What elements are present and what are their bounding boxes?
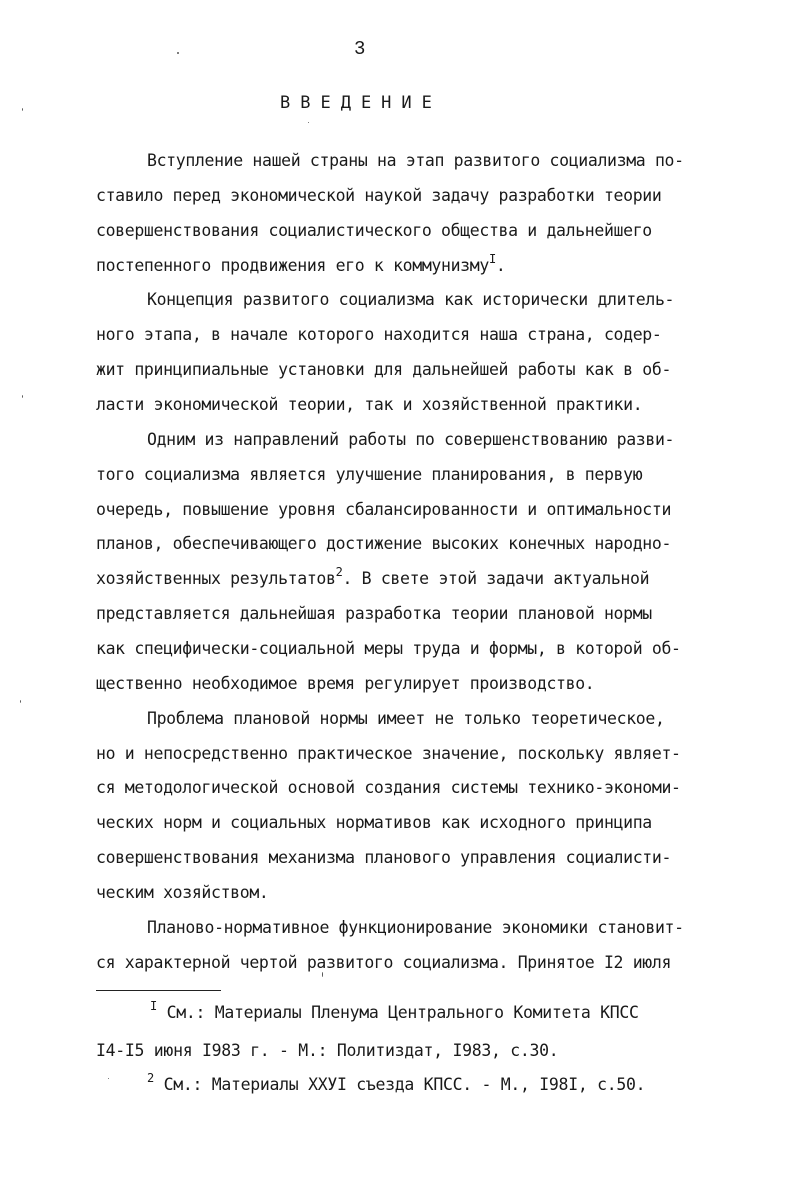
body-line (147, 918, 684, 938)
body-line-text: щественно необходимое время регулирует производство. (96, 673, 595, 693)
body-line (147, 709, 665, 729)
body-line (96, 744, 681, 764)
scan-speck (322, 972, 323, 977)
footnote-1-mark: I (150, 999, 157, 1013)
footnote-1 (150, 999, 639, 1023)
footnote-divider (96, 990, 221, 991)
body-line (96, 325, 661, 345)
body-line (96, 778, 681, 798)
footnote-reference: 2 (335, 565, 343, 580)
body-line (96, 221, 652, 241)
footnote-2 (147, 1071, 646, 1095)
scan-speck (108, 1078, 109, 1079)
body-line-text: Планово-нормативное функционирование экономики становит- (147, 917, 684, 937)
body-line-text: Одним из направлений работы по совершенствованию разви- (147, 429, 675, 449)
footnote-1-text-cont: I4-I5 июня I983 г. - М.: Политиздат, I983, с.30. (96, 1041, 559, 1060)
scan-speck (177, 52, 179, 54)
body-line (96, 674, 594, 694)
footnote-2-mark: 2 (147, 1071, 154, 1085)
body-line-text: совершенствования механизма планового управления социалисти- (96, 848, 672, 867)
body-line-text: ся характерной чертой развитого социализма. Принятое I2 июля (96, 952, 672, 972)
body-line-text: ческих норм и социальных нормативов как исходного принципа (96, 813, 652, 833)
body-line (96, 848, 671, 868)
body-line-text: ся методологической основой создания системы технико-экономи- (96, 778, 681, 798)
body-line (147, 430, 674, 450)
page-number: 3 (354, 38, 366, 60)
body-line-text: жит принципиальные установки для дальнейшей работы как в об- (96, 360, 672, 380)
body-line-text: Концепция развитого социализма как исторически длитель- (147, 290, 675, 310)
footnote-1-continued (96, 1041, 558, 1061)
body-line (96, 639, 681, 659)
body-line-text: очередь, повышение уровня сбалансированности и оптимальности (96, 499, 672, 519)
scan-speck (308, 122, 309, 123)
body-line (96, 395, 642, 415)
body-line-text: хозяйственных результатов (96, 569, 336, 589)
body-line (96, 534, 671, 554)
footnote-reference: I (488, 251, 496, 266)
body-line (96, 251, 506, 276)
body-line-tail: . В свете этой задачи актуальной (342, 569, 650, 589)
body-line-text: совершенствования социалистического общества и дальнейшего (96, 220, 652, 240)
body-line-text: ного этапа, в начале которого находится наша страна, содер- (96, 325, 662, 345)
body-line (147, 151, 684, 171)
body-line (96, 360, 671, 380)
body-line-tail: . (495, 255, 506, 275)
body-line-text: постепенного продвижения его к коммунизму (96, 255, 489, 275)
body-line (96, 465, 642, 485)
body-line-text: ласти экономической теории, так и хозяйственной практики. (96, 395, 643, 414)
body-line-text: Проблема плановой нормы имеет не только теоретическое, (147, 708, 665, 728)
body-line-text: Вступление нашей страны на этап развитого социализма по- (147, 151, 684, 170)
body-line (96, 500, 671, 520)
body-line-text: как специфически-социальной меры труда и формы, в которой об- (96, 638, 681, 658)
body-line (96, 604, 652, 624)
scan-speck (22, 108, 23, 111)
scan-speck (20, 700, 21, 703)
body-line-text: ческим хозяйством. (96, 882, 269, 902)
body-line-text: ставило перед экономической наукой задачу разработки теории (96, 185, 662, 205)
body-line-text: планов, обеспечивающего достижение высоких конечных народно- (96, 534, 672, 554)
section-heading: ВВЕДЕНИЕ (280, 93, 442, 113)
footnote-2-text: См.: Материалы XXУI съезда КПСС. - М., I98I, с.50. (153, 1075, 646, 1094)
body-line (96, 883, 269, 903)
body-line-text: представляется дальнейшая разработка теории плановой нормы (96, 604, 652, 623)
body-line (96, 565, 650, 589)
body-line-text: того социализма является улучшение планирования, в первую (96, 464, 643, 484)
body-line (96, 953, 671, 973)
body-line (147, 290, 674, 310)
body-line (96, 813, 652, 833)
body-line (96, 186, 661, 206)
footnote-1-text: См.: Материалы Пленума Центрального Комитета КПСС (156, 1003, 639, 1022)
scan-speck (22, 395, 23, 398)
body-line-text: но и непосредственно практическое значение, поскольку являет- (96, 743, 681, 763)
